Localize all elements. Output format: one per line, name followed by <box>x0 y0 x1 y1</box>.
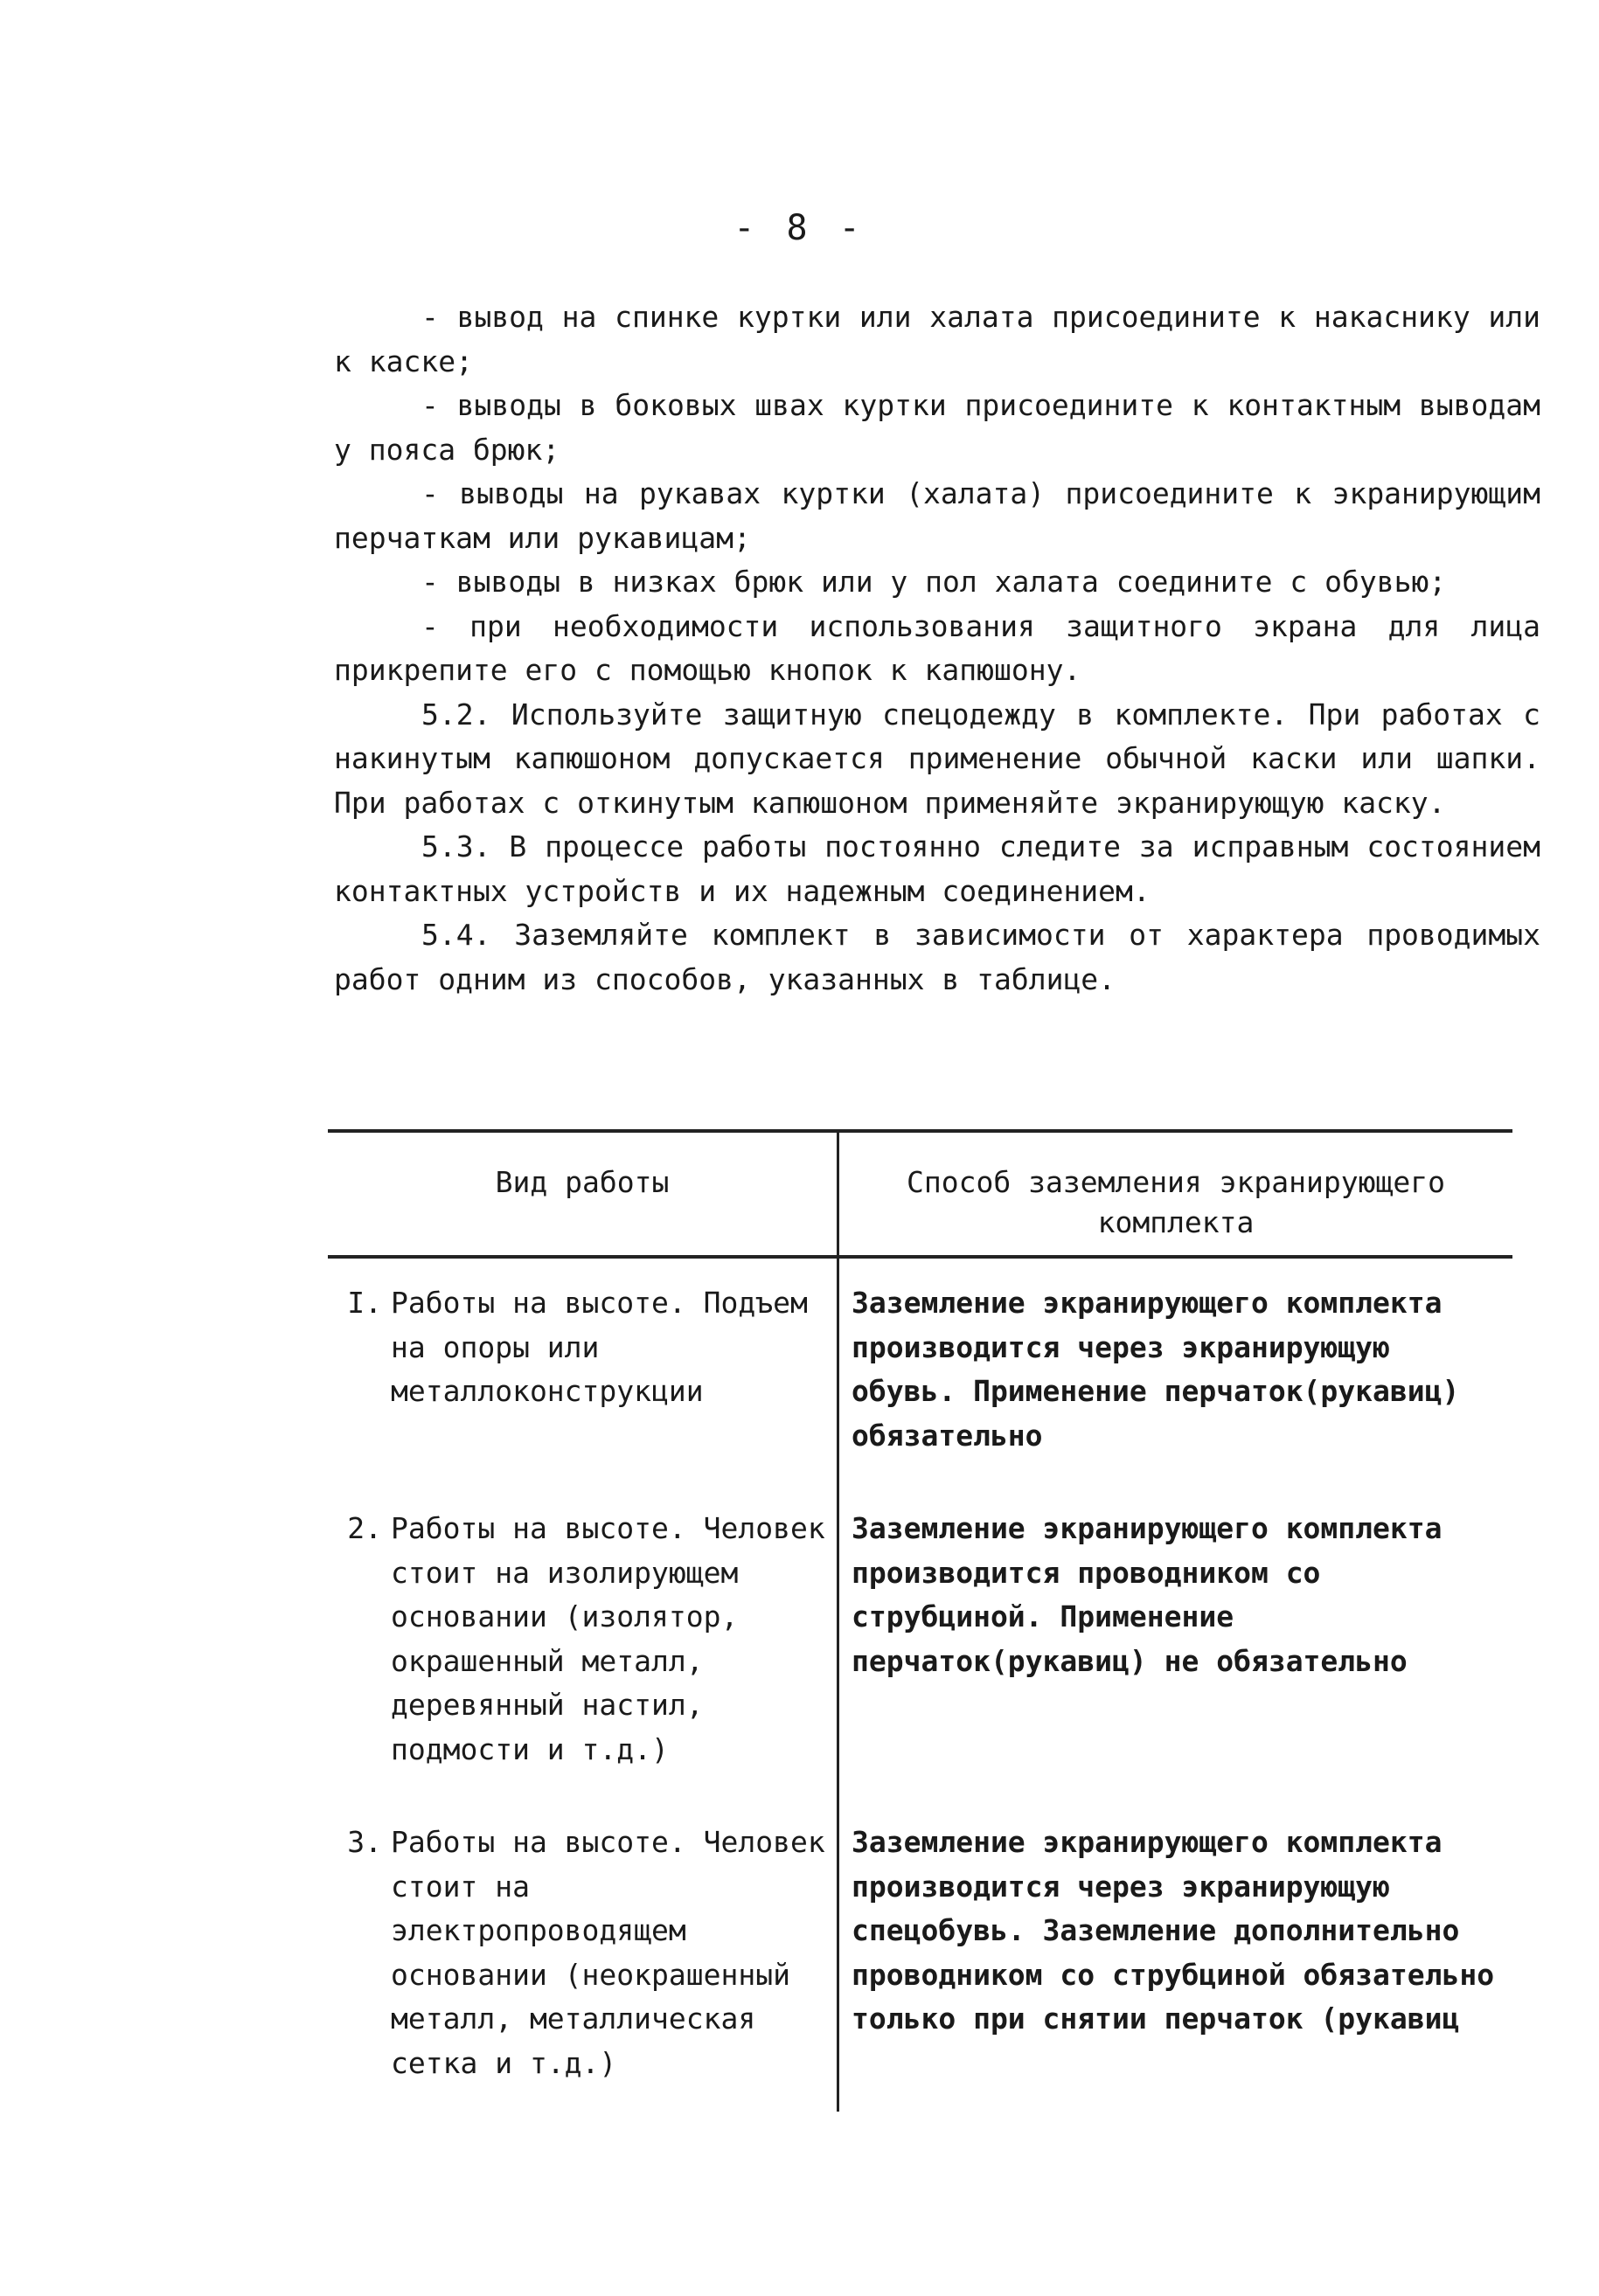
work-cell <box>328 1798 839 2112</box>
page-number: - 8 - <box>733 208 866 248</box>
paragraph-hood-lead: - вывод на спинке куртки или халата присоедините к накаснику или к каске; <box>334 300 1540 378</box>
method-cell: Заземление экранирующего комплекта производится через экранирующую обувь. Применение перчаток(рукавиц) обязательно <box>852 1286 1460 1453</box>
header-grounding-method: Способ заземления экранирующего комплекта <box>907 1165 1445 1239</box>
grounding-table <box>328 1129 1512 2112</box>
table-header-row <box>328 1133 1512 1259</box>
method-cell: Заземление экранирующего комплекта производится через экранирующую спецобувь. Заземление дополнительно проводником со струбциной обязательно только при снятии перчаток (рукавиц <box>852 1825 1495 2036</box>
row-number: 3. <box>347 1825 382 1859</box>
work-text: Работы на высоте. Подъем на опоры или металлоконструкции <box>391 1286 808 1408</box>
paragraph-5-4: 5.4. Заземляйте комплект в зависимости от характера проводимых работ одним из способов, указанных в таблице. <box>334 918 1540 996</box>
table-row <box>328 1798 1512 2112</box>
body-text <box>334 295 1540 1002</box>
paragraph-trouser-hems: - выводы в низках брюк или у пол халата соедините с обувью; <box>421 565 1447 599</box>
row-number: 2. <box>347 1511 382 1545</box>
work-cell <box>328 1259 839 1484</box>
row-number: I. <box>347 1286 382 1320</box>
work-text: Работы на высоте. Человек стоит на электропроводящем основании (неокрашенный металл, металлическая сетка и т.д.) <box>391 1825 825 2080</box>
header-work-type: Вид работы <box>328 1133 839 1255</box>
paragraph-face-shield: - при необходимости использования защитного экрана для лица прикрепите его с помощью кнопок к капюшону. <box>334 608 1540 687</box>
paragraph-side-seams: - выводы в боковых швах куртки присоедините к контактным выводам у пояса брюк; <box>334 388 1540 467</box>
table-row <box>328 1484 1512 1798</box>
work-text: Работы на высоте. Человек стоит на изолирующем основании (изолятор, окрашенный металл, деревянный настил, подмости и т.д.) <box>391 1511 825 1766</box>
paragraph-sleeves: - выводы на рукавах куртки (халата) присоедините к экранирующим перчаткам или рукавицам; <box>334 476 1540 555</box>
paragraph-5-3: 5.3. В процессе работы постоянно следите за исправным состоянием контактных устройств и их надежным соединением. <box>334 829 1540 908</box>
paragraph-5-2: 5.2. Используйте защитную спецодежду в комплекте. При работах с накинутым капюшоном допускается применение обычной каски или шапки. При работах с откинутым капюшоном применяйте экранирующую каску. <box>334 697 1540 820</box>
method-cell: Заземление экранирующего комплекта производится проводником со струбциной. Применение перчаток(рукавиц) не обязательно <box>852 1511 1443 1678</box>
table-row <box>328 1259 1512 1484</box>
work-cell <box>328 1484 839 1798</box>
